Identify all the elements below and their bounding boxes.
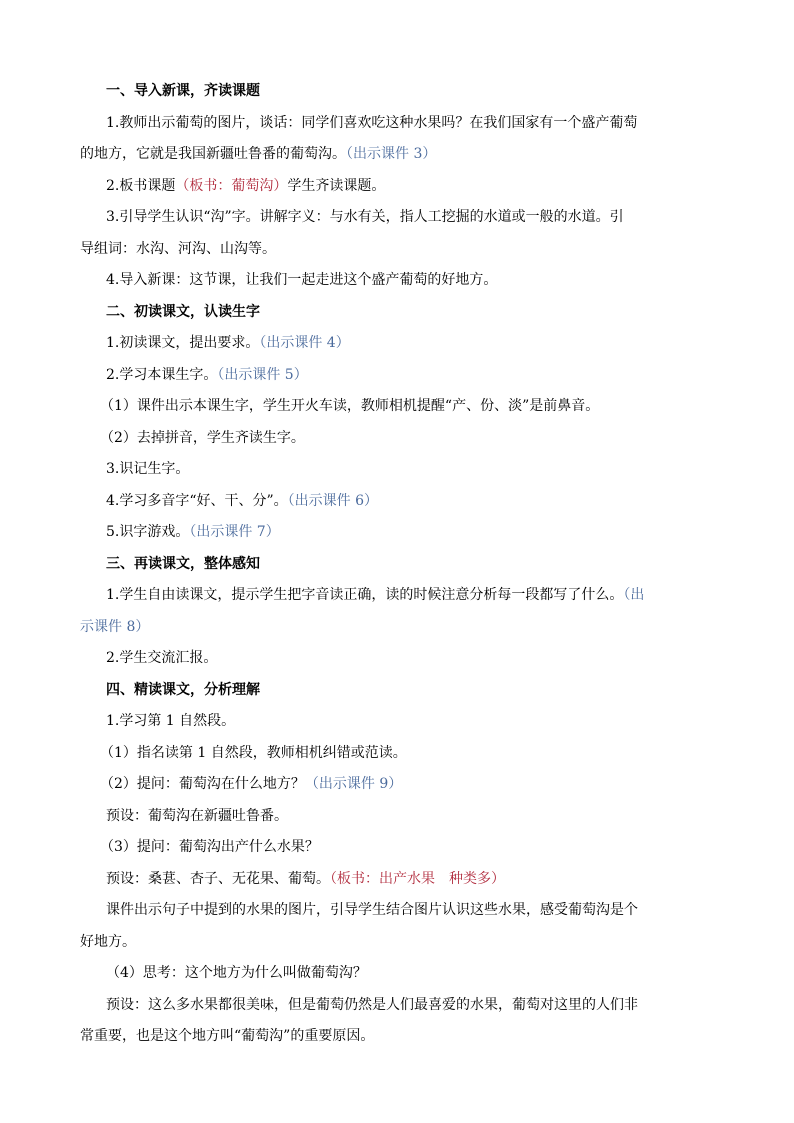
courseware-note: （出示课件 7） bbox=[189, 524, 280, 540]
section-2-heading: 二、初读课文，认读生字 bbox=[106, 303, 260, 320]
courseware-note: （出示课件 9） bbox=[304, 776, 403, 792]
s2-p4-text: 4.学习多音字“好、干、分”。 bbox=[106, 492, 288, 509]
s4-p1-text: 1.学习第 1 自然段。 bbox=[106, 713, 236, 729]
courseware-note: （出 bbox=[623, 587, 645, 603]
courseware-note: （出示课件 3） bbox=[346, 146, 437, 162]
s3-paragraph-1-line-1 bbox=[106, 580, 716, 612]
s4-p1-4-text: （4）思考：这个地方为什么叫做葡萄沟？ bbox=[106, 965, 367, 981]
courseware-note: （出示课件 6） bbox=[287, 492, 379, 509]
s1-p1-text-b: 的地方，它就是我国新疆吐鲁番的葡萄沟。 bbox=[80, 146, 346, 162]
s1-p3-text-b: 导组词：水沟、河沟、山沟等。 bbox=[80, 240, 276, 257]
s1-p3-text-a: 3.引导学生认识“沟”字。讲解字义：与水有关，指人工挖掘的水道或一般的水道。引 bbox=[106, 209, 624, 225]
s3-p2-text: 2.学生交流汇报。 bbox=[106, 650, 218, 666]
s4-p1-1-text: （1）指名读第 1 自然段，教师相机纠错或范读。 bbox=[100, 744, 407, 761]
s4-answer-3-line-1 bbox=[106, 990, 716, 1022]
courseware-note: 示课件 8） bbox=[80, 618, 150, 635]
s4-a3-text-b: 常重要，也是这个地方叫“葡萄沟”的重要原因。 bbox=[80, 1028, 375, 1044]
s2-paragraph-1 bbox=[106, 328, 716, 360]
s4-answer-1 bbox=[106, 801, 716, 833]
courseware-note: （出示课件 4） bbox=[259, 335, 350, 351]
s2-paragraph-5 bbox=[106, 517, 716, 549]
s2-p5-text: 5.识字游戏。 bbox=[106, 524, 190, 540]
section-3-heading: 三、再读课文，整体感知 bbox=[106, 555, 260, 572]
s1-p2-text: 2.板书课题 bbox=[106, 177, 176, 194]
s4-paragraph-1-3 bbox=[100, 832, 716, 864]
board-note: 种类多） bbox=[449, 870, 505, 887]
s4-p1-2-text: （2）提问：葡萄沟在什么地方？ bbox=[100, 776, 305, 792]
section-1-heading: 一、导入新课，齐读课题 bbox=[106, 83, 260, 99]
s3-paragraph-2 bbox=[106, 643, 716, 675]
s3-p1-text-a: 1.学生自由读课文，提示学生把字音读正确，读的时候注意分析每一段都写了什么。 bbox=[106, 587, 624, 603]
s2-paragraph-4 bbox=[106, 486, 716, 518]
s2-p1-text: 1.初读课文，提出要求。 bbox=[106, 335, 260, 351]
s1-paragraph-3-line-2 bbox=[80, 234, 716, 266]
s4-content-1-line-1 bbox=[106, 895, 716, 927]
s2-p2-2-text: （2）去掉拼音，学生齐读生字。 bbox=[100, 429, 305, 446]
board-note: （板书：葡萄沟） bbox=[175, 177, 288, 194]
s4-paragraph-1-2 bbox=[100, 769, 716, 801]
s1-p2-text-post: 学生齐读课题。 bbox=[287, 177, 386, 194]
s4-content-1-line-2 bbox=[80, 927, 716, 959]
s4-answer-3-line-2 bbox=[80, 1021, 716, 1053]
s2-p2-1-text: （1）课件出示本课生字，学生开火车读，教师相机提醒“产、份、淡”是前鼻音。 bbox=[100, 398, 600, 414]
s1-paragraph-1-line-2 bbox=[80, 139, 716, 171]
s2-paragraph-2 bbox=[106, 360, 716, 392]
s1-paragraph-4 bbox=[106, 265, 716, 297]
s3-paragraph-1-line-2 bbox=[80, 612, 716, 644]
section-4-heading: 四、精读课文，分析理解 bbox=[106, 681, 260, 698]
s1-p1-text-a: 1.教师出示葡萄的图片，谈话：同学们喜欢吃这种水果吗？在我们国家有一个盛产葡萄 bbox=[106, 114, 638, 131]
s2-paragraph-2-1 bbox=[100, 391, 716, 423]
s4-c1-text-a: 课件出示句子中提到的水果的图片，引导学生结合图片认识这些水果，感受葡萄沟是个 bbox=[106, 902, 638, 918]
s4-paragraph-1-4 bbox=[106, 958, 716, 990]
s4-a1-text: 预设：葡萄沟在新疆吐鲁番。 bbox=[106, 807, 288, 824]
s1-paragraph-2 bbox=[106, 171, 716, 203]
s4-answer-2 bbox=[106, 864, 716, 896]
s1-paragraph-3-line-1 bbox=[106, 202, 716, 234]
s4-a2-text: 预设：桑葚、杏子、无花果、葡萄。 bbox=[106, 870, 330, 887]
s4-c1-text-b: 好地方。 bbox=[80, 933, 136, 950]
s2-paragraph-3 bbox=[106, 454, 716, 486]
s2-p3-text: 3.识记生字。 bbox=[106, 461, 190, 477]
s4-paragraph-1 bbox=[106, 706, 716, 738]
s4-paragraph-1-1 bbox=[100, 738, 716, 770]
s4-a3-text-a: 预设：这么多水果都很美味，但是葡萄仍然是人们最喜爱的水果，葡萄对这里的人们非 bbox=[106, 996, 638, 1013]
s2-paragraph-2-2 bbox=[100, 423, 716, 455]
board-note: （板书：出产水果 bbox=[330, 870, 435, 887]
s2-p2-text: 2.学习本课生字。 bbox=[106, 366, 218, 383]
s1-paragraph-1-line-1 bbox=[106, 108, 716, 140]
s4-p1-3-text: （3）提问：葡萄沟出产什么水果？ bbox=[100, 839, 319, 855]
courseware-note: （出示课件 5） bbox=[217, 366, 308, 383]
s1-p4-text: 4.导入新课：这节课，让我们一起走进这个盛产葡萄的好地方。 bbox=[106, 272, 498, 288]
